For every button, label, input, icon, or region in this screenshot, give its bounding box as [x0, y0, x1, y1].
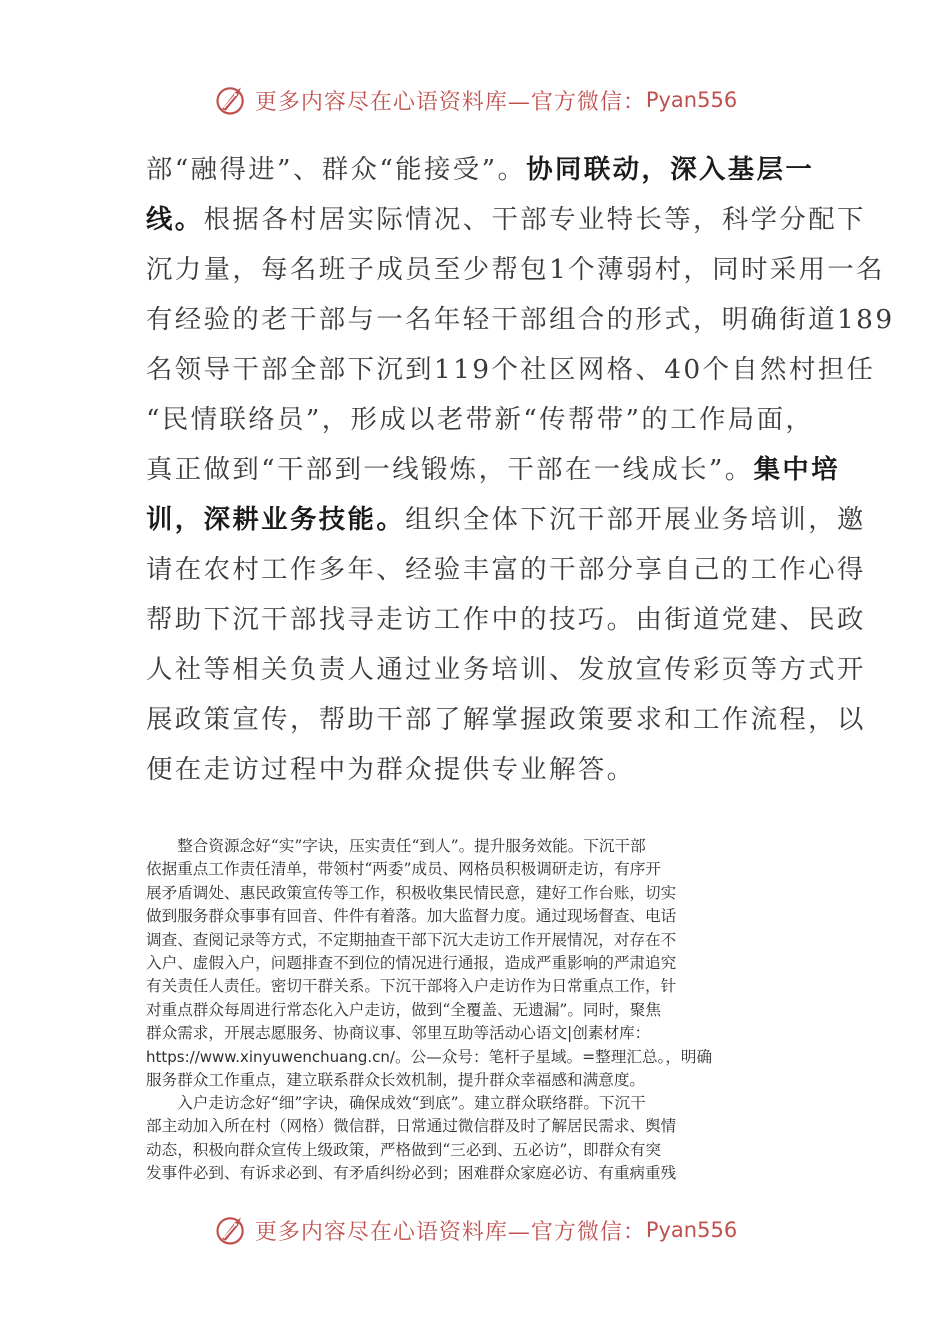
text-line: 便在走访过程中为群众提供专业解答。: [146, 754, 636, 785]
body-paragraph-small: [146, 1092, 806, 1186]
text-line: 整合资源念好“实”字诀，压实责任“到人”。提升服务效能。下沉干部: [146, 837, 646, 855]
text-line: 对重点群众每周进行常态化入户走访，做到“全覆盖、无遗漏”。同时，聚焦: [146, 1000, 661, 1019]
text-line: 入户、虚假入户，问题排查不到位的情况进行通报，造成严重影响的严肃追究: [146, 953, 677, 972]
pen-nib-icon: [213, 82, 249, 118]
text-line: 发事件必到、有诉求必到、有矛盾纠纷必到；困难群众家庭必访、有重病重残: [146, 1164, 677, 1183]
text-line: 训，深耕业务技能。组织全体下沉干部开展业务培训，邀: [146, 504, 866, 535]
text-line: 部“融得进”、群众“能接受”。协同联动，深入基层一: [146, 154, 815, 185]
text-line: 展矛盾调处、惠民政策宣传等工作，积极收集民情民意，建好工作台账，切实: [146, 883, 677, 902]
text-line: 名领导干部全部下沉到119个社区网格、40个自然村担任: [146, 354, 876, 385]
text-line: 群众需求，开展志愿服务、协商议事、邻里互助等活动心语文|创素材库：: [146, 1024, 651, 1043]
text-line: 服务群众工作重点，建立联系群众长效机制，提升群众幸福感和满意度。: [146, 1070, 646, 1089]
body-paragraph-large: [146, 145, 895, 795]
text-line: https://www.xinyuwenchuang.cn/。公—众号：笔杆子星域。=整理汇总。，明确: [146, 1047, 713, 1066]
text-line: 真正做到“干部到一线锻炼，干部在一线成长”。集中培: [146, 454, 840, 485]
body-paragraph-small: [146, 835, 806, 1092]
source-url: https://www.xinyuwenchuang.cn/: [146, 1047, 395, 1066]
text-line: “民情联络员”，形成以老带新“传帮带”的工作局面，: [146, 404, 815, 435]
header-banner: [0, 78, 950, 122]
text-line: 人社等相关负责人通过业务培训、发放宣传彩页等方式开: [146, 654, 866, 685]
banner-wechat-id: Pyan556: [645, 1218, 738, 1242]
banner-wechat-id: Pyan556: [645, 88, 738, 112]
text-line: 请在农村工作多年、经验丰富的干部分享自己的工作心得: [146, 554, 866, 585]
text-line: 线。根据各村居实际情况、干部专业特长等，科学分配下: [146, 204, 866, 235]
text-line: 沉力量，每名班子成员至少帮包1个薄弱村，同时采用一名: [146, 254, 885, 285]
banner-text: 更多内容尽在心语资料库—官方微信：: [254, 89, 646, 115]
text-line: 做到服务群众事事有回音、件件有着落。加大监督力度。通过现场督查、电话: [146, 907, 677, 926]
banner-text: 更多内容尽在心语资料库—官方微信：: [254, 1219, 646, 1245]
text-line: 有关责任人责任。密切干群关系。下沉干部将入户走访作为日常重点工作，针: [146, 977, 677, 996]
text-line: 动态，积极向群众宣传上级政策，严格做到“三必到、五必访”，即群众有突: [146, 1140, 661, 1159]
text-line: 帮助下沉干部找寻走访工作中的技巧。由街道党建、民政: [146, 604, 866, 635]
text-line: 展政策宣传，帮助干部了解掌握政策要求和工作流程，以: [146, 704, 866, 735]
text-line: 部主动加入所在村（网格）微信群，日常通过微信群及时了解居民需求、舆情: [146, 1117, 677, 1136]
text-line: 依据重点工作责任清单，带领村“两委”成员、网格员积极调研走访，有序开: [146, 860, 661, 879]
footer-banner: [0, 1208, 950, 1252]
pen-nib-icon: [213, 1212, 249, 1248]
text-line: 调查、查阅记录等方式，不定期抽查干部下沉大走访工作开展情况，对存在不: [146, 930, 677, 949]
text-line: 有经验的老干部与一名年轻干部组合的形式，明确街道189: [146, 304, 895, 335]
text-line: 入户走访念好“细”字诀，确保成效“到底”。建立群众联络群。下沉干: [146, 1094, 646, 1112]
